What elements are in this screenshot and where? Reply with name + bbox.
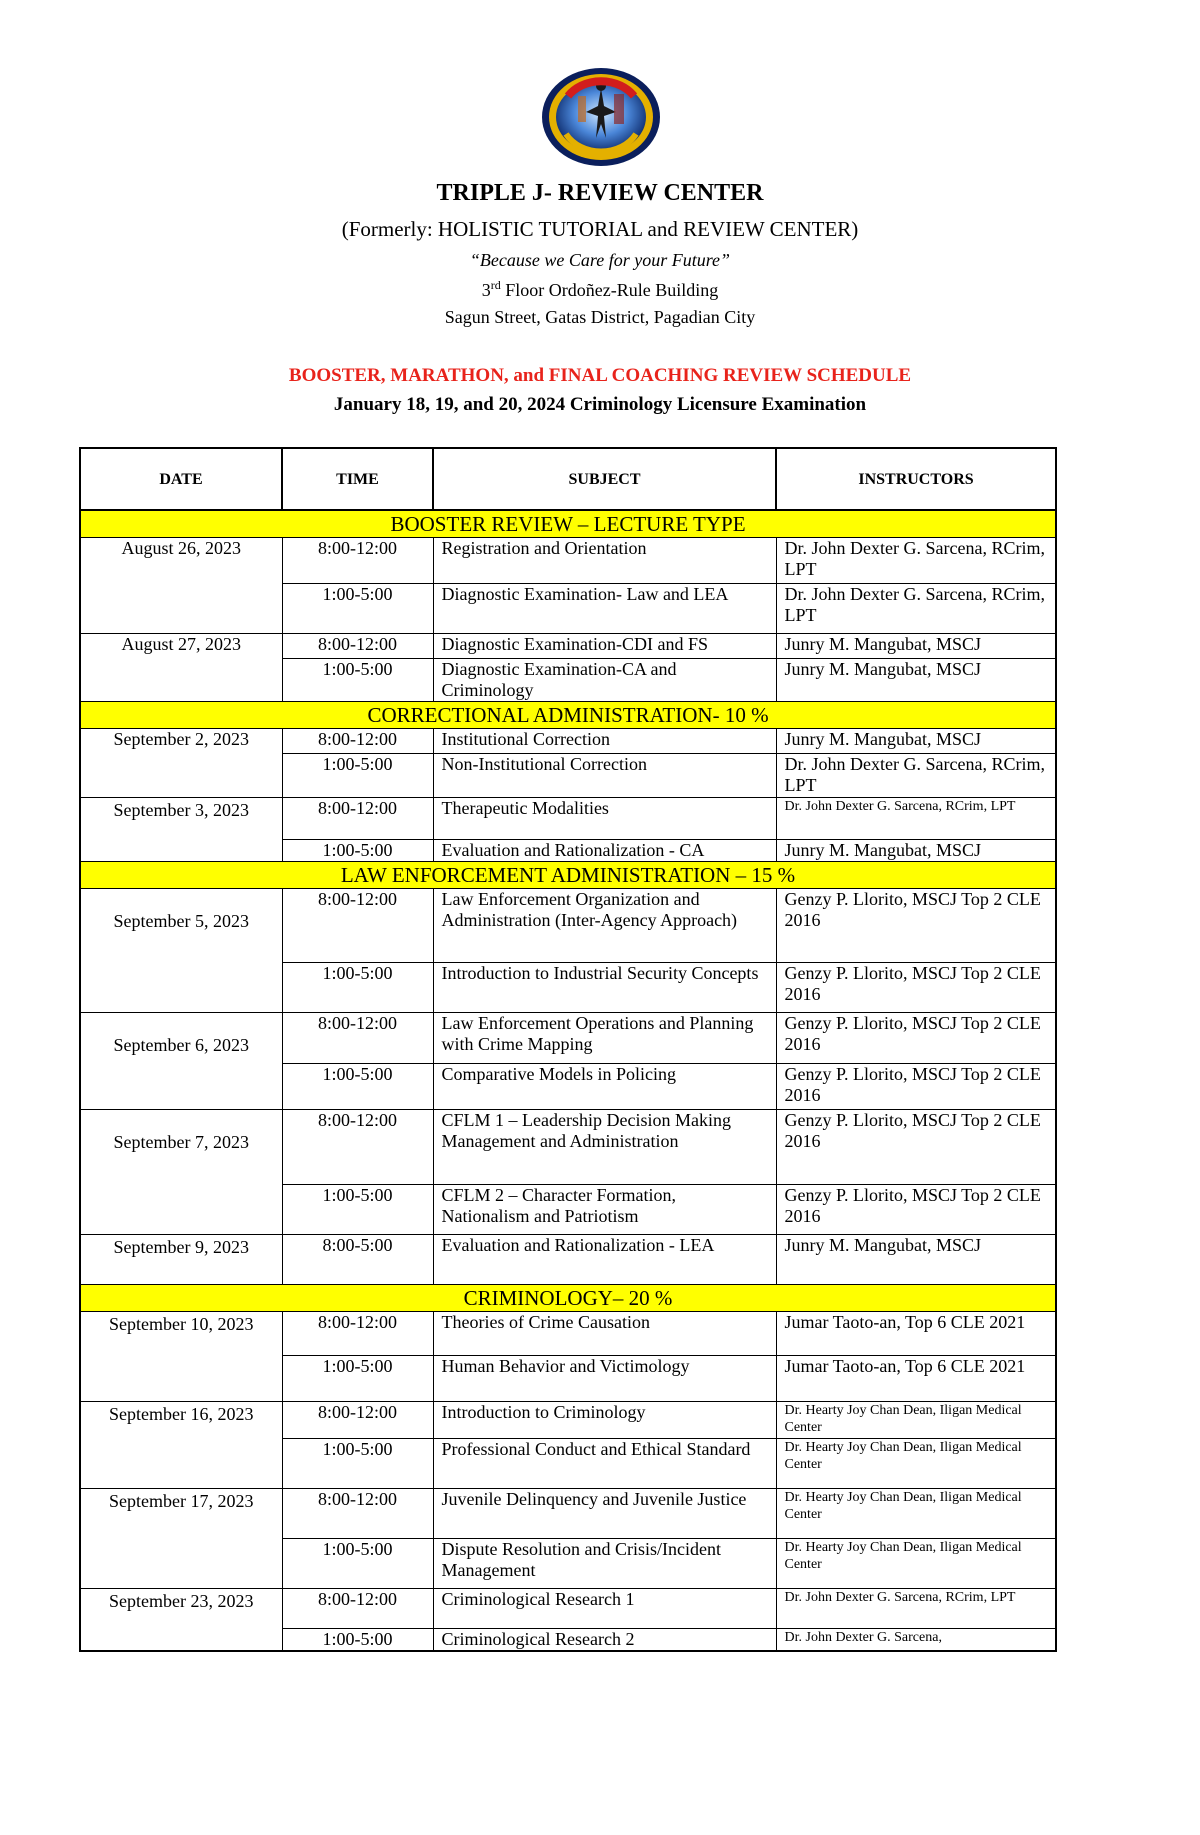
subject-cell: Juvenile Delinquency and Juvenile Justice xyxy=(433,1489,776,1539)
date-cell: September 3, 2023 xyxy=(80,798,282,862)
time-cell: 1:00-5:00 xyxy=(282,1356,433,1402)
instructor-cell: Jumar Taoto-an, Top 6 CLE 2021 xyxy=(776,1356,1056,1402)
subject-cell: Dispute Resolution and Crisis/Incident Management xyxy=(433,1539,776,1589)
time-cell: 1:00-5:00 xyxy=(282,840,433,862)
time-cell: 1:00-5:00 xyxy=(282,1539,433,1589)
time-cell: 1:00-5:00 xyxy=(282,584,433,634)
tagline: “Because we Care for your Future” xyxy=(469,250,731,270)
time-cell: 8:00-12:00 xyxy=(282,729,433,754)
subject-cell: Non-Institutional Correction xyxy=(433,754,776,798)
table-row xyxy=(80,798,1056,840)
table-row xyxy=(80,1402,1056,1439)
table-row xyxy=(80,1110,1056,1185)
table-row xyxy=(80,729,1056,754)
instructor-cell: Dr. Hearty Joy Chan Dean, Iligan Medical Center xyxy=(776,1539,1056,1589)
date-cell: September 2, 2023 xyxy=(80,729,282,798)
subject-cell: Introduction to Industrial Security Concepts xyxy=(433,963,776,1013)
table-row xyxy=(80,1589,1056,1629)
subject-cell: Registration and Orientation xyxy=(433,538,776,584)
section-title: LAW ENFORCEMENT ADMINISTRATION – 15 % xyxy=(80,862,1056,889)
instructor-cell: Dr. John Dexter G. Sarcena, RCrim, LPT xyxy=(776,538,1056,584)
instructor-cell: Genzy P. Llorito, MSCJ Top 2 CLE 2016 xyxy=(776,1064,1056,1110)
date-cell: September 9, 2023 xyxy=(80,1235,282,1285)
time-cell: 1:00-5:00 xyxy=(282,963,433,1013)
section-row xyxy=(80,1285,1056,1312)
subject-cell: Diagnostic Examination-CA and Criminology xyxy=(433,659,776,702)
instructor-cell: Junry M. Mangubat, MSCJ xyxy=(776,659,1056,702)
schedule-title: BOOSTER, MARATHON, and FINAL COACHING REVIEW SCHEDULE xyxy=(288,365,912,386)
instructor-cell: Junry M. Mangubat, MSCJ xyxy=(776,840,1056,862)
date-cell: September 7, 2023 xyxy=(80,1110,282,1235)
time-cell: 8:00-12:00 xyxy=(282,1402,433,1439)
address-building xyxy=(0,278,1200,301)
table-header-row xyxy=(80,448,1056,510)
time-cell: 1:00-5:00 xyxy=(282,1064,433,1110)
date-cell: September 5, 2023 xyxy=(80,889,282,1013)
section-row xyxy=(80,510,1056,538)
table-row xyxy=(80,634,1056,659)
time-cell: 8:00-12:00 xyxy=(282,1110,433,1185)
header-date: DATE xyxy=(80,448,282,510)
subject-cell: Theories of Crime Causation xyxy=(433,1312,776,1356)
date-cell: August 26, 2023 xyxy=(80,538,282,634)
date-cell: September 10, 2023 xyxy=(80,1312,282,1402)
time-cell: 8:00-12:00 xyxy=(282,889,433,963)
subject-cell: Diagnostic Examination- Law and LEA xyxy=(433,584,776,634)
time-cell: 8:00-12:00 xyxy=(282,1312,433,1356)
subject-cell: Comparative Models in Policing xyxy=(433,1064,776,1110)
review-center-logo xyxy=(540,66,662,168)
subject-cell: Evaluation and Rationalization - CA xyxy=(433,840,776,862)
instructor-cell: Junry M. Mangubat, MSCJ xyxy=(776,1235,1056,1285)
instructor-cell: Dr. Hearty Joy Chan Dean, Iligan Medical Center xyxy=(776,1402,1056,1439)
instructor-cell: Genzy P. Llorito, MSCJ Top 2 CLE 2016 xyxy=(776,1013,1056,1064)
instructor-cell: Genzy P. Llorito, MSCJ Top 2 CLE 2016 xyxy=(776,963,1056,1013)
table-row xyxy=(80,889,1056,963)
subject-cell: CFLM 1 – Leadership Decision Making Management and Administration xyxy=(433,1110,776,1185)
instructor-cell: Jumar Taoto-an, Top 6 CLE 2021 xyxy=(776,1312,1056,1356)
organization-name: TRIPLE J- REVIEW CENTER xyxy=(436,180,764,206)
subject-cell: Therapeutic Modalities xyxy=(433,798,776,840)
time-cell: 1:00-5:00 xyxy=(282,1439,433,1489)
time-cell: 1:00-5:00 xyxy=(282,1629,433,1652)
time-cell: 8:00-12:00 xyxy=(282,1589,433,1629)
address-floor-number: 3 xyxy=(481,280,491,300)
time-cell: 8:00-12:00 xyxy=(282,634,433,659)
header-instructors: INSTRUCTORS xyxy=(776,448,1056,510)
instructor-cell: Dr. John Dexter G. Sarcena, RCrim, LPT xyxy=(776,1589,1056,1629)
subject-cell: Introduction to Criminology xyxy=(433,1402,776,1439)
table-row xyxy=(80,1312,1056,1356)
date-cell: August 27, 2023 xyxy=(80,634,282,702)
instructor-cell: Junry M. Mangubat, MSCJ xyxy=(776,634,1056,659)
subject-cell: Professional Conduct and Ethical Standard xyxy=(433,1439,776,1489)
time-cell: 8:00-12:00 xyxy=(282,798,433,840)
date-cell: September 16, 2023 xyxy=(80,1402,282,1489)
section-title: BOOSTER REVIEW – LECTURE TYPE xyxy=(80,510,1056,538)
schedule-subtitle: January 18, 19, and 20, 2024 Criminology Licensure Examination xyxy=(333,394,867,415)
instructor-cell: Dr. John Dexter G. Sarcena, RCrim, LPT xyxy=(776,798,1056,840)
header-subject: SUBJECT xyxy=(433,448,776,510)
section-row xyxy=(80,862,1056,889)
instructor-cell: Dr. John Dexter G. Sarcena, RCrim, LPT xyxy=(776,754,1056,798)
instructor-cell: Junry M. Mangubat, MSCJ xyxy=(776,729,1056,754)
address-floor-suffix: rd xyxy=(490,278,501,292)
subject-cell: Human Behavior and Victimology xyxy=(433,1356,776,1402)
time-cell: 8:00-12:00 xyxy=(282,1013,433,1064)
subject-cell: Criminological Research 2 xyxy=(433,1629,776,1652)
time-cell: 8:00-12:00 xyxy=(282,538,433,584)
date-cell: September 17, 2023 xyxy=(80,1489,282,1589)
subject-cell: Law Enforcement Operations and Planning with Crime Mapping xyxy=(433,1013,776,1064)
date-cell: September 23, 2023 xyxy=(80,1589,282,1652)
instructor-cell: Dr. John Dexter G. Sarcena, xyxy=(776,1629,1056,1652)
address-floor-rest: Floor Ordoñez-Rule Building xyxy=(500,280,719,300)
address-street: Sagun Street, Gatas District, Pagadian City xyxy=(444,307,756,327)
subject-cell: CFLM 2 – Character Formation, Nationalism and Patriotism xyxy=(433,1185,776,1235)
time-cell: 8:00-12:00 xyxy=(282,1489,433,1539)
time-cell: 1:00-5:00 xyxy=(282,659,433,702)
instructor-cell: Genzy P. Llorito, MSCJ Top 2 CLE 2016 xyxy=(776,889,1056,963)
subject-cell: Diagnostic Examination-CDI and FS xyxy=(433,634,776,659)
table-row xyxy=(80,1235,1056,1285)
date-cell: September 6, 2023 xyxy=(80,1013,282,1110)
instructor-cell: Dr. Hearty Joy Chan Dean, Iligan Medical Center xyxy=(776,1439,1056,1489)
instructor-cell: Dr. Hearty Joy Chan Dean, Iligan Medical Center xyxy=(776,1489,1056,1539)
time-cell: 1:00-5:00 xyxy=(282,1185,433,1235)
section-title: CRIMINOLOGY– 20 % xyxy=(80,1285,1056,1312)
table-row xyxy=(80,1489,1056,1539)
header-time: TIME xyxy=(282,448,433,510)
subject-cell: Criminological Research 1 xyxy=(433,1589,776,1629)
instructor-cell: Genzy P. Llorito, MSCJ Top 2 CLE 2016 xyxy=(776,1110,1056,1185)
former-name: (Formerly: HOLISTIC TUTORIAL and REVIEW CENTER) xyxy=(341,217,859,241)
table-row xyxy=(80,1013,1056,1064)
subject-cell: Institutional Correction xyxy=(433,729,776,754)
time-cell: 1:00-5:00 xyxy=(282,754,433,798)
section-title: CORRECTIONAL ADMINISTRATION- 10 % xyxy=(80,702,1056,729)
time-cell: 8:00-5:00 xyxy=(282,1235,433,1285)
instructor-cell: Dr. John Dexter G. Sarcena, RCrim, LPT xyxy=(776,584,1056,634)
table-row xyxy=(80,538,1056,584)
subject-cell: Evaluation and Rationalization - LEA xyxy=(433,1235,776,1285)
instructor-cell: Genzy P. Llorito, MSCJ Top 2 CLE 2016 xyxy=(776,1185,1056,1235)
section-row xyxy=(80,702,1056,729)
subject-cell: Law Enforcement Organization and Administration (Inter-Agency Approach) xyxy=(433,889,776,963)
schedule-table xyxy=(79,447,1057,1652)
